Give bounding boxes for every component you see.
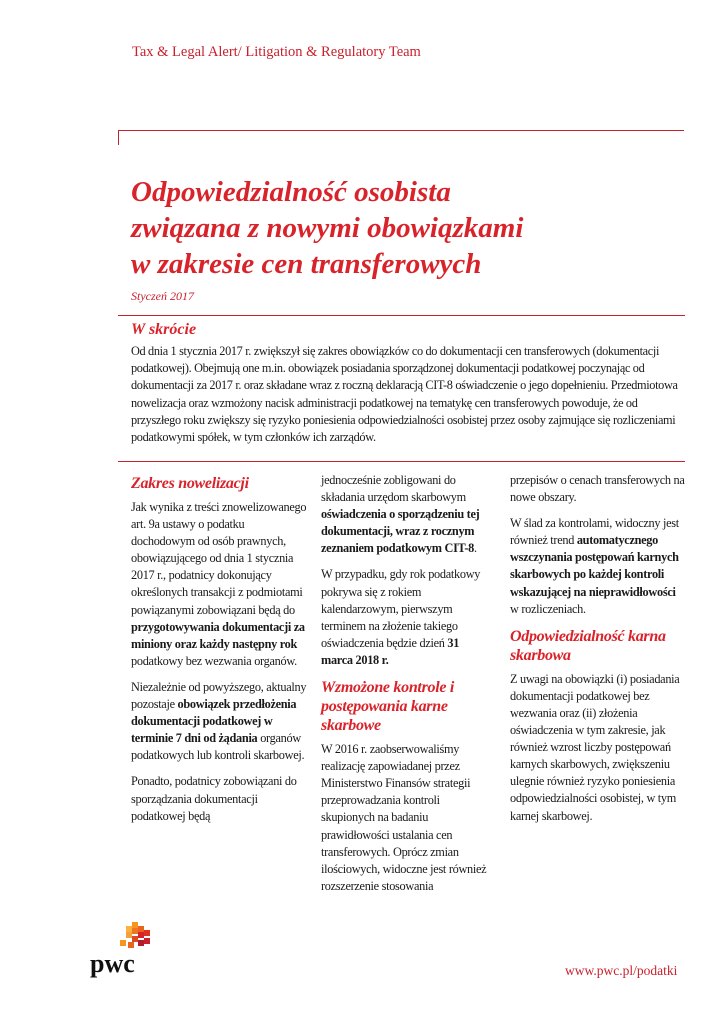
summary-bottom-rule: [118, 461, 685, 462]
column-1: [131, 472, 307, 834]
publication-date: Styczeń 2017: [131, 289, 194, 303]
title-line-1: Odpowiedzialność osobista: [131, 176, 451, 208]
section-heading-kontrole: Wzmożone kontrole i postępowania karne skarbowe: [321, 679, 454, 735]
pwc-logo-text: pwc: [90, 949, 135, 978]
column-2: [321, 472, 493, 904]
title-line-3: w zakresie cen transferowych: [131, 248, 482, 280]
footer-url-link[interactable]: www.pwc.pl/podatki: [565, 963, 678, 978]
paragraph: przepisów o cenach transferowych na nowe obszary.: [510, 473, 685, 505]
paragraph: jednocześnie zobligowani do składania urzędom skarbowym oświadczenia o sporządzeniu tej dokumentacji, wraz z rocznym zeznaniem podatkowym CIT-8.: [321, 473, 480, 556]
paragraph: Ponadto, podatnicy zobowiązani do sporządzania dokumentacji podatkowej będą: [131, 774, 297, 823]
paragraph: W ślad za kontrolami, widoczny jest również trend automatycznego wszczynania postępowań karnych skarbowych po każdej kontroli wskazującej na nieprawidłowości w rozliczeniach.: [510, 516, 679, 616]
paragraph: Niezależnie od powyższego, aktualny pozostaje obowiązek przedłożenia dokumentacji podatkowej w terminie 7 dni od żądania organów podatkowych lub kontroli skarbowej.: [131, 679, 307, 763]
paragraph: W 2016 r. zaobserwowaliśmy realizację zapowiadanej przez Ministerstwo Finansów strategii przeprowadzania kontroli skupionych na badaniu prawidłowości ustalania cen transferowych. Oprócz zmian ilościowych, widoczne jest również rozszerzenie stosowania: [321, 742, 487, 893]
header-team-line: Tax & Legal Alert/ Litigation & Regulatory Team: [132, 44, 421, 60]
title-line-2: związana z nowymi obowiązkami: [131, 212, 524, 244]
section-heading-odpowiedzialnosc: Odpowiedzialność karna skarbowa: [510, 627, 666, 664]
paragraph: W przypadku, gdy rok podatkowy pokrywa się z rokiem kalendarzowym, pierwszym terminem na złożenie takiego oświadczenia będzie dzień 31 marca 2018 r.: [321, 567, 481, 667]
summary-top-rule: [118, 315, 685, 316]
paragraph: Jak wynika z treści znowelizowanego art. 9a ustawy o podatku dochodowym od osób prawnych, obowiązującego od dnia 1 stycznia 2017 r., podatnicy dokonujący określonych transakcji z podmiotami powiązanymi zobowiązani będą do przygotowywania dokumentacji za miniony oraz każdy następny rok podatkowy bez wezwania organów.: [131, 500, 307, 668]
page-title: [131, 174, 691, 282]
paragraph: Z uwagi na obowiązki (i) posiadania dokumentacji podatkowej bez wezwania oraz (ii) złożenia oświadczenia w tym zakresie, jak również wzrost liczby postępowań karnych skarbowych, zwiększeniu ulegnie również ryzyko poniesienia odpowiedzialności osobistej, w tym karnej skarbowej.: [510, 671, 680, 823]
pwc-logo: [88, 920, 160, 980]
top-rule-tick: [118, 130, 119, 145]
column-3: [510, 472, 686, 834]
summary-heading: W skrócie: [131, 321, 197, 338]
section-heading-zakres: Zakres nowelizacji: [131, 475, 249, 492]
summary-body: Od dnia 1 stycznia 2017 r. zwiększył się zakres obowiązków co do dokumentacji cen transferowych (dokumentacji podatkowej). Obejmują one m.in. obowiązek posiadania sporządzonej dokumentacji podatkowej poczynając od dokumentacji za 2017 r. oraz składane wraz z roczną deklaracją CIT-8 oświadczenie o jego dopełnieniu. Przedmiotowa nowelizacja oraz wzmożony nacisk administracji podatkowej na tematykę cen transferowych powoduje, że od przyszłego roku zwiększy się ryzyko poniesienia odpowiedzialności osobistej przez osoby zajmujące się rozliczeniami podatkowymi spółek, w tym członków ich zarządów.: [131, 344, 678, 445]
top-rule: [118, 130, 684, 131]
